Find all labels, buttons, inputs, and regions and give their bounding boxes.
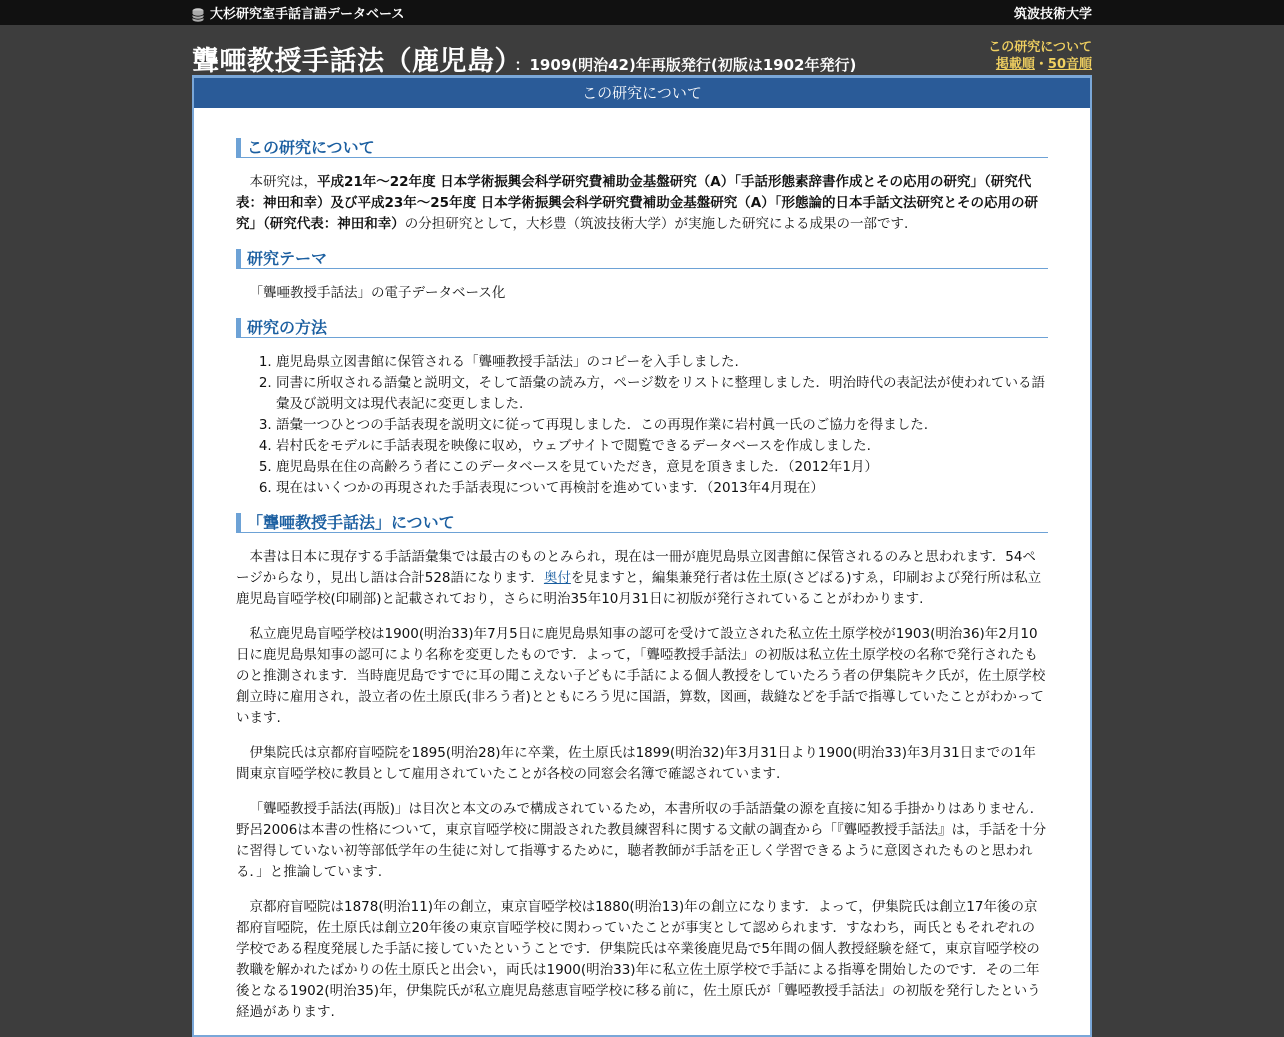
title-bar	[192, 25, 1092, 75]
list-item: 1. 鹿児島県立図書館に保管される「聾唖教授手話法」のコピーを入手しました.	[276, 352, 1048, 373]
page-subtitle: ：1909(明治42)年再版発行(初版は1902年発行)	[514, 56, 857, 74]
panel-header: この研究について	[194, 75, 1090, 108]
list-item: 3. 語彙一つひとつの手話表現を説明文に従って再現しました．この再現作業に岩村眞一氏のご協力を得ました.	[276, 415, 1048, 436]
site-title[interactable]: 大杉研究室手話言語データベース	[192, 3, 404, 22]
colophon-link[interactable]: 奥付	[543, 570, 571, 586]
book-paragraph-1: 本書は日本に現存する手話語彙集では最古のものとみられ，現在は一冊が鹿児島県立図書館に保管されるのみと思われます．54ページからなり，見出し語は合計528語になります．奥付を見ますと，編集兼発行者は佐土原(さどばる)すゑ，印刷および発行所は私立鹿児島盲啞学校(印刷部)と記載されており，さらに明治35年10月31日に初版が発行されていることがわかります.	[236, 549, 1042, 607]
book-paragraph-5: 京都府盲啞院は1878(明治11)年の創立，東京盲啞学校は1880(明治13)年の創立になります．よって，伊集院氏は創立17年後の京都府盲啞院，佐土原氏は創立20年後の東京盲啞学校に関わっていたことが事実として認められます．すなわち，両氏ともそれぞれの学校である程度発展した手話に接していたということです．伊集院氏は卒業後鹿児島で5年間の個人教授経験を経て，東京盲啞学校の教職を解かれたばかりの佐土原氏と出会い，両氏は1900(明治33)年に私立佐土原学校で手話による指導を開始したのです．その二年後となる1902(明治35)年，伊集院氏が私立鹿児島慈恵盲啞学校に移る前に，佐土原氏が「聾啞教授手話法」の初版を発行したという経過があります.	[236, 899, 1041, 1020]
method-list	[236, 352, 1048, 499]
book-paragraph-2: 私立鹿児島盲啞学校は1900(明治33)年7月5日に鹿児島県知事の認可を受けて設立された私立佐土原学校が1903(明治36)年2月10日に鹿児島県知事の認可により名称を変更したものです．よって，「聾啞教授手話法」の初版は私立佐土原学校の名称で発行されたものと推測されます．当時鹿児島ですでに耳の聞こえない子どもに手話による個人教授をしていたろう者の伊集院キク氏が，佐土原学校創立時に雇用され，設立者の佐土原氏(非ろう者)とともにろう児に国語，算数，図画，裁縫などを手話で指導していたことがわかっています.	[236, 626, 1046, 726]
database-icon	[192, 8, 204, 22]
university-name[interactable]: 筑波技術大学	[1013, 7, 1092, 22]
order-50on-link[interactable]: 50音順	[1047, 57, 1092, 72]
content	[194, 108, 1090, 1023]
list-item: 4. 岩村氏をモデルに手話表現を映像に収め，ウェブサイトで閲覧できるデータベースを作成しました.	[276, 436, 1048, 457]
theme-text: 「聾唖教授手話法」の電子データベース化	[249, 285, 506, 301]
top-bar	[0, 0, 1284, 25]
section-heading-method: 研究の方法	[236, 318, 1048, 338]
about-paragraph: 本研究は，平成21年〜22年度 日本学術振興会科学研究費補助金基盤研究（A）「手話形態素辞書作成とその応用の研究」（研究代表：神田和幸）及び平成23年〜25年度 日本学術振興会科学研究費補助金基盤研究（A）「形態論的日本手話文法研究とその応用の研究」（研究代表：神田和幸）の分担研究として，大杉豊（筑波技術大学）が実施した研究による成果の一部です.	[236, 174, 1038, 232]
list-item: 5. 鹿児島県在住の高齢ろう者にこのデータベースを見ていただき，意見を頂きました．（2012年1月）	[276, 457, 1048, 478]
page-title: 聾唖教授手話法（鹿児島） ：1909(明治42)年再版発行(初版は1902年発行)	[192, 46, 857, 77]
nav-separator: ・	[1034, 57, 1048, 72]
book-paragraph-3: 伊集院氏は京都府盲啞院を1895(明治28)年に卒業，佐土原氏は1899(明治32)年3月31日より1900(明治33)年3月31日までの1年間東京盲啞学校に教員として雇用されていたことが各校の同窓会名簿で確認されています.	[236, 745, 1036, 782]
list-item: 2. 同書に所収される語彙と説明文，そして語彙の読み方，ページ数をリストに整理しました．明治時代の表記法が使われている語彙及び説明文は現代表記に変更しました.	[276, 373, 1048, 415]
section-heading-about: この研究について	[236, 138, 1048, 158]
section-heading-book: 「聾唖教授手話法」について	[236, 513, 1048, 533]
about-link[interactable]: この研究について	[988, 40, 1092, 55]
list-item: 6. 現在はいくつかの再現された手話表現について再検討を進めています．（2013年4月現在）	[276, 478, 1048, 499]
order-publication-link[interactable]: 掲載順	[995, 57, 1035, 72]
section-heading-theme: 研究テーマ	[236, 249, 1048, 269]
book-paragraph-4: 「聾啞教授手話法(再版)」は目次と本文のみで構成されているため，本書所収の手話語彙の源を直接に知る手掛かりはありません．野呂2006は本書の性格について，東京盲啞学校に開設された教員練習科に関する文献の調査から「『聾啞教授手話法』は，手話を十分に習得していない初等部低学年の生徒に対して指導するために，聴者教師が手話を正しく学習できるように意図されたものと思われる．」と推論しています.	[236, 801, 1047, 880]
main-panel	[192, 75, 1092, 1037]
top-nav	[988, 39, 1092, 73]
